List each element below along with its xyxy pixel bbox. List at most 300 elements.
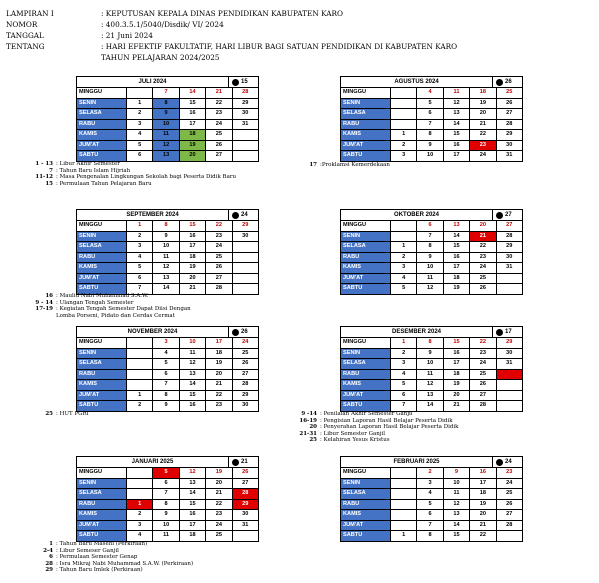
month-title: OKTOBER 2024 xyxy=(341,210,493,220)
date-cell: 22 xyxy=(470,531,496,542)
day-name: SABTU xyxy=(77,401,127,412)
date-cell: 1 xyxy=(391,531,417,542)
table-row xyxy=(77,130,259,141)
date-cell: 11 xyxy=(153,252,179,263)
date-cell: 8 xyxy=(153,390,179,401)
date-cell: 14 xyxy=(417,401,443,412)
note-date: 17 xyxy=(309,162,317,168)
date-cell: 28 xyxy=(496,119,522,130)
date-cell: 23 xyxy=(470,252,496,263)
date-cell: 24 xyxy=(232,338,258,349)
date-cell: 27 xyxy=(496,510,522,521)
date-cell: 27 xyxy=(206,273,232,284)
month-title-bar xyxy=(340,456,523,467)
date-cell: 23 xyxy=(470,140,496,151)
date-cell: 26 xyxy=(470,380,496,391)
date-cell: 12 xyxy=(443,98,469,109)
date-cell: 29 xyxy=(496,338,522,349)
table-row xyxy=(341,231,523,242)
header-key: TENTANG xyxy=(6,42,45,51)
date-cell: 30 xyxy=(232,401,258,412)
table-row xyxy=(341,221,523,232)
note-date: 15 xyxy=(45,180,53,187)
effective-weeks-value: 26 xyxy=(241,329,248,335)
day-name: SENIN xyxy=(77,348,127,359)
note-text: :Proklamsi Kemerdekaan xyxy=(320,162,390,168)
date-cell: 28 xyxy=(232,380,258,391)
date-cell: 14 xyxy=(153,284,179,295)
date-cell: 6 xyxy=(417,221,443,232)
note-item xyxy=(14,168,314,175)
date-cell: 28 xyxy=(496,520,522,531)
table-row xyxy=(341,109,523,120)
date-cell: 14 xyxy=(443,231,469,242)
day-name: MINGGU xyxy=(77,88,127,99)
month-title-bar xyxy=(76,76,259,87)
month-title: DESEMBER 2024 xyxy=(341,327,493,337)
date-cell: 16 xyxy=(179,109,205,120)
day-name: SELASA xyxy=(341,359,391,370)
date-cell: 25 xyxy=(470,273,496,284)
date-cell: 20 xyxy=(470,510,496,521)
header-row xyxy=(6,19,596,30)
day-name: KAMIS xyxy=(77,130,127,141)
date-cell xyxy=(127,348,153,359)
date-cell: 22 xyxy=(470,130,496,141)
date-cell: 9 xyxy=(417,252,443,263)
date-cell: 15 xyxy=(179,499,205,510)
date-cell: 28 xyxy=(232,489,258,500)
date-cell: 8 xyxy=(153,499,179,510)
table-row xyxy=(341,119,523,130)
date-cell: 2 xyxy=(391,140,417,151)
date-cell: 21 xyxy=(206,489,232,500)
table-row xyxy=(77,401,259,412)
date-cell: 28 xyxy=(470,401,496,412)
note-date: 9 - 14 xyxy=(35,299,53,306)
day-name: SELASA xyxy=(341,489,391,500)
month-calendar xyxy=(340,326,523,412)
day-name: JUM'AT xyxy=(77,520,127,531)
date-cell xyxy=(232,273,258,284)
note-date: 16 xyxy=(45,293,53,299)
date-cell: 31 xyxy=(496,263,522,274)
note-date: 16-19 xyxy=(299,417,317,424)
date-cell: 16 xyxy=(470,468,496,479)
date-cell: 22 xyxy=(206,499,232,510)
day-name: RABU xyxy=(77,369,127,380)
date-cell: 13 xyxy=(443,510,469,521)
date-cell: 17 xyxy=(179,242,205,253)
header-key: NOMOR xyxy=(6,20,38,29)
date-cell: 29 xyxy=(232,390,258,401)
date-cell: 5 xyxy=(417,98,443,109)
date-cell: 2 xyxy=(127,510,153,521)
date-cell xyxy=(127,468,153,479)
effective-weeks xyxy=(229,210,258,220)
note-date: 29 xyxy=(45,567,53,574)
month-title-bar xyxy=(76,456,259,467)
date-cell: 14 xyxy=(179,88,205,99)
date-cell: 25 xyxy=(496,489,522,500)
date-cell xyxy=(391,520,417,531)
note-item xyxy=(14,161,314,168)
date-cell: 23 xyxy=(496,468,522,479)
date-cell: 24 xyxy=(470,263,496,274)
date-cell: 7 xyxy=(417,520,443,531)
month-title: FEBRUARI 2025 xyxy=(341,457,493,467)
note-date: 6 xyxy=(49,554,53,561)
date-cell: 5 xyxy=(417,499,443,510)
date-cell: 18 xyxy=(470,88,496,99)
note-date: 28 xyxy=(45,560,53,567)
note-text: Lomba Porseni, Pidato dan Cerdas Cermat xyxy=(56,312,175,319)
table-row xyxy=(77,221,259,232)
day-name: SABTU xyxy=(77,531,127,542)
date-cell xyxy=(232,151,258,162)
date-cell: 9 xyxy=(153,231,179,242)
date-cell xyxy=(496,369,522,380)
date-cell: 1 xyxy=(391,338,417,349)
date-cell: 22 xyxy=(470,242,496,253)
month-grid xyxy=(340,87,523,162)
date-cell: 24 xyxy=(470,359,496,370)
date-cell xyxy=(127,369,153,380)
table-row xyxy=(341,499,523,510)
table-row xyxy=(77,369,259,380)
effective-weeks-value: 24 xyxy=(505,459,512,465)
header-key: LAMPIRAN I xyxy=(6,9,54,18)
table-row xyxy=(341,510,523,521)
date-cell xyxy=(391,478,417,489)
day-name: SABTU xyxy=(77,151,127,162)
date-cell: 3 xyxy=(127,520,153,531)
date-cell: 2 xyxy=(127,109,153,120)
day-name: SELASA xyxy=(77,489,127,500)
note-text: : Permulaan Tahun Pelajaran Baru xyxy=(56,180,152,187)
date-cell: 21 xyxy=(179,284,205,295)
date-cell: 12 xyxy=(179,468,205,479)
date-cell: 3 xyxy=(391,359,417,370)
header-key xyxy=(6,52,101,63)
day-name: JUM'AT xyxy=(341,390,391,401)
day-name: KAMIS xyxy=(77,380,127,391)
note-date: 7 xyxy=(49,167,53,174)
table-row xyxy=(341,489,523,500)
date-cell: 16 xyxy=(443,348,469,359)
note-text: : Penyerahan Laporan Hasil Belajar Peserta Didik xyxy=(320,424,459,431)
month-title-bar xyxy=(340,209,523,220)
note-item xyxy=(278,418,578,425)
header-row xyxy=(6,52,596,63)
date-cell xyxy=(391,88,417,99)
circle-icon xyxy=(232,79,239,86)
table-row xyxy=(77,119,259,130)
date-cell: 7 xyxy=(153,88,179,99)
day-name: JUM'AT xyxy=(77,273,127,284)
note-item xyxy=(14,554,314,561)
date-cell: 31 xyxy=(232,119,258,130)
date-cell: 11 xyxy=(443,489,469,500)
month-calendar xyxy=(340,76,523,162)
day-name: RABU xyxy=(341,499,391,510)
note-item xyxy=(14,174,314,181)
date-cell: 4 xyxy=(391,369,417,380)
date-cell: 18 xyxy=(179,130,205,141)
month-notes xyxy=(14,541,314,574)
date-cell: 27 xyxy=(232,478,258,489)
date-cell xyxy=(232,140,258,151)
date-cell: 6 xyxy=(127,273,153,284)
table-row xyxy=(341,401,523,412)
date-cell: 19 xyxy=(443,284,469,295)
date-cell: 30 xyxy=(496,252,522,263)
date-cell: 12 xyxy=(153,263,179,274)
note-text: : Ulangan Tengah Semester xyxy=(56,299,134,306)
day-name: SENIN xyxy=(77,231,127,242)
table-row xyxy=(341,359,523,370)
date-cell xyxy=(127,380,153,391)
day-name: KAMIS xyxy=(77,263,127,274)
table-row xyxy=(77,478,259,489)
note-text: : Tahun Baru Imlek (Perkiraan) xyxy=(56,567,143,574)
date-cell: 15 xyxy=(443,338,469,349)
table-row xyxy=(77,499,259,510)
day-name: JUM'AT xyxy=(341,273,391,284)
note-text: : Tahun Baru Masehi (Perkiraan) xyxy=(56,541,148,547)
date-cell: 26 xyxy=(496,499,522,510)
table-row xyxy=(77,338,259,349)
note-item xyxy=(14,306,314,313)
date-cell: 5 xyxy=(153,468,179,479)
date-cell: 12 xyxy=(417,284,443,295)
date-cell: 28 xyxy=(232,88,258,99)
day-name: SABTU xyxy=(341,151,391,162)
day-name: SELASA xyxy=(341,242,391,253)
note-date: 9 -14 xyxy=(301,411,317,417)
date-cell: 20 xyxy=(206,369,232,380)
date-cell: 18 xyxy=(179,531,205,542)
date-cell: 12 xyxy=(179,359,205,370)
date-cell: 13 xyxy=(153,273,179,284)
date-cell: 27 xyxy=(232,369,258,380)
month-title: JANUARI 2025 xyxy=(77,457,229,467)
date-cell: 26 xyxy=(232,359,258,370)
circle-icon xyxy=(496,459,503,466)
day-name: KAMIS xyxy=(341,510,391,521)
date-cell: 13 xyxy=(179,369,205,380)
date-cell: 15 xyxy=(179,390,205,401)
date-cell: 4 xyxy=(417,88,443,99)
table-row xyxy=(341,151,523,162)
date-cell xyxy=(127,489,153,500)
date-cell: 8 xyxy=(417,531,443,542)
effective-weeks-value: 26 xyxy=(505,79,512,85)
date-cell: 6 xyxy=(417,109,443,120)
header-row xyxy=(6,30,596,41)
date-cell: 20 xyxy=(179,273,205,284)
header-key: TANGGAL xyxy=(6,31,44,40)
table-row xyxy=(341,369,523,380)
circle-icon xyxy=(232,459,239,466)
table-row xyxy=(77,140,259,151)
date-cell: 1 xyxy=(127,98,153,109)
month-grid xyxy=(76,220,259,295)
date-cell: 2 xyxy=(391,348,417,359)
date-cell xyxy=(127,88,153,99)
month-notes xyxy=(278,411,578,444)
date-cell: 4 xyxy=(391,273,417,284)
date-cell: 19 xyxy=(206,468,232,479)
note-text: : HUT PGRI xyxy=(56,411,89,417)
date-cell: 9 xyxy=(417,348,443,359)
date-cell: 25 xyxy=(496,88,522,99)
date-cell: 15 xyxy=(443,242,469,253)
day-name: SENIN xyxy=(77,98,127,109)
header-value: : 21 Juni 2024 xyxy=(101,31,153,40)
effective-weeks-value: 17 xyxy=(505,329,512,335)
date-cell: 3 xyxy=(153,338,179,349)
date-cell: 25 xyxy=(206,252,232,263)
table-row xyxy=(77,109,259,120)
table-row xyxy=(77,468,259,479)
date-cell: 26 xyxy=(496,98,522,109)
note-item xyxy=(278,411,578,418)
day-name: RABU xyxy=(341,252,391,263)
table-row xyxy=(341,242,523,253)
header-value: TAHUN PELAJARAN 2024/2025 xyxy=(101,53,220,62)
month-title: JULI 2024 xyxy=(77,77,229,87)
date-cell: 6 xyxy=(391,390,417,401)
month-grid xyxy=(76,87,259,162)
date-cell: 12 xyxy=(443,499,469,510)
date-cell: 18 xyxy=(206,348,232,359)
date-cell: 8 xyxy=(153,98,179,109)
date-cell xyxy=(127,338,153,349)
date-cell: 12 xyxy=(417,380,443,391)
table-row xyxy=(77,380,259,391)
date-cell: 7 xyxy=(153,489,179,500)
date-cell: 10 xyxy=(443,478,469,489)
date-cell: 29 xyxy=(232,98,258,109)
date-cell xyxy=(127,478,153,489)
day-name: MINGGU xyxy=(341,468,391,479)
day-name: MINGGU xyxy=(341,221,391,232)
table-row xyxy=(77,510,259,521)
date-cell xyxy=(127,359,153,370)
date-cell: 11 xyxy=(153,130,179,141)
date-cell: 22 xyxy=(206,98,232,109)
date-cell: 21 xyxy=(470,119,496,130)
date-cell: 12 xyxy=(153,140,179,151)
month-calendar xyxy=(76,76,259,162)
month-notes xyxy=(14,411,314,418)
date-cell: 3 xyxy=(127,242,153,253)
month-notes xyxy=(278,162,578,169)
date-cell: 11 xyxy=(417,369,443,380)
note-text: : Masa Pengenalan Lingkungan Sekolah bagi Peserta Didik Baru xyxy=(56,174,237,181)
note-item xyxy=(14,411,314,418)
date-cell: 7 xyxy=(417,231,443,242)
note-date: 20 xyxy=(309,424,317,431)
date-cell xyxy=(391,499,417,510)
date-cell: 7 xyxy=(417,119,443,130)
date-cell: 23 xyxy=(470,348,496,359)
month-title-bar xyxy=(340,326,523,337)
note-item xyxy=(278,424,578,431)
date-cell: 17 xyxy=(443,263,469,274)
note-date xyxy=(14,313,56,320)
date-cell: 26 xyxy=(232,468,258,479)
date-cell: 10 xyxy=(179,338,205,349)
day-name: SENIN xyxy=(341,231,391,242)
effective-weeks xyxy=(229,457,258,467)
date-cell: 27 xyxy=(496,109,522,120)
date-cell: 10 xyxy=(417,151,443,162)
date-cell: 4 xyxy=(153,348,179,359)
day-name: MINGGU xyxy=(77,468,127,479)
note-item xyxy=(14,293,314,300)
day-name: SELASA xyxy=(77,109,127,120)
date-cell: 4 xyxy=(127,130,153,141)
header-value: : KEPUTUSAN KEPALA DINAS PENDIDIKAN KABUPATEN KARO xyxy=(101,9,343,18)
note-date: 1 xyxy=(49,541,53,547)
table-row xyxy=(341,348,523,359)
date-cell: 15 xyxy=(443,531,469,542)
date-cell: 30 xyxy=(232,510,258,521)
date-cell: 24 xyxy=(496,478,522,489)
table-row xyxy=(341,390,523,401)
day-name: SELASA xyxy=(77,242,127,253)
note-item xyxy=(278,162,578,169)
note-text: : Tahun Baru Islam Hijriah xyxy=(56,167,131,174)
note-date: 21-31 xyxy=(299,430,317,437)
date-cell xyxy=(232,252,258,263)
day-name: JUM'AT xyxy=(77,140,127,151)
date-cell xyxy=(391,231,417,242)
date-cell: 18 xyxy=(179,252,205,263)
date-cell: 10 xyxy=(417,263,443,274)
date-cell: 31 xyxy=(232,520,258,531)
day-name: SABTU xyxy=(341,284,391,295)
note-item xyxy=(14,567,314,574)
date-cell: 29 xyxy=(232,221,258,232)
date-cell: 4 xyxy=(127,252,153,263)
date-cell: 3 xyxy=(391,151,417,162)
day-name: KAMIS xyxy=(341,380,391,391)
note-date: 1 - 13 xyxy=(35,161,53,167)
day-name: SENIN xyxy=(341,98,391,109)
month-notes xyxy=(14,293,314,319)
month-calendar xyxy=(340,209,523,295)
date-cell: 18 xyxy=(443,273,469,284)
date-cell: 26 xyxy=(206,140,232,151)
month-notes xyxy=(14,161,314,187)
note-text: : Isra Mikraj Nabi Muhammad S.A.W. (Perkiraan) xyxy=(56,560,194,567)
date-cell: 2 xyxy=(417,468,443,479)
note-text: : Kegiatan Tengah Semester Dapat Diisi Dengan xyxy=(56,306,191,313)
table-row xyxy=(77,151,259,162)
table-row xyxy=(77,489,259,500)
effective-weeks-value: 27 xyxy=(505,212,512,218)
date-cell: 7 xyxy=(153,380,179,391)
date-cell: 16 xyxy=(179,510,205,521)
table-row xyxy=(341,284,523,295)
note-item xyxy=(14,313,314,320)
date-cell xyxy=(391,468,417,479)
note-item xyxy=(14,548,314,555)
date-cell: 6 xyxy=(153,478,179,489)
